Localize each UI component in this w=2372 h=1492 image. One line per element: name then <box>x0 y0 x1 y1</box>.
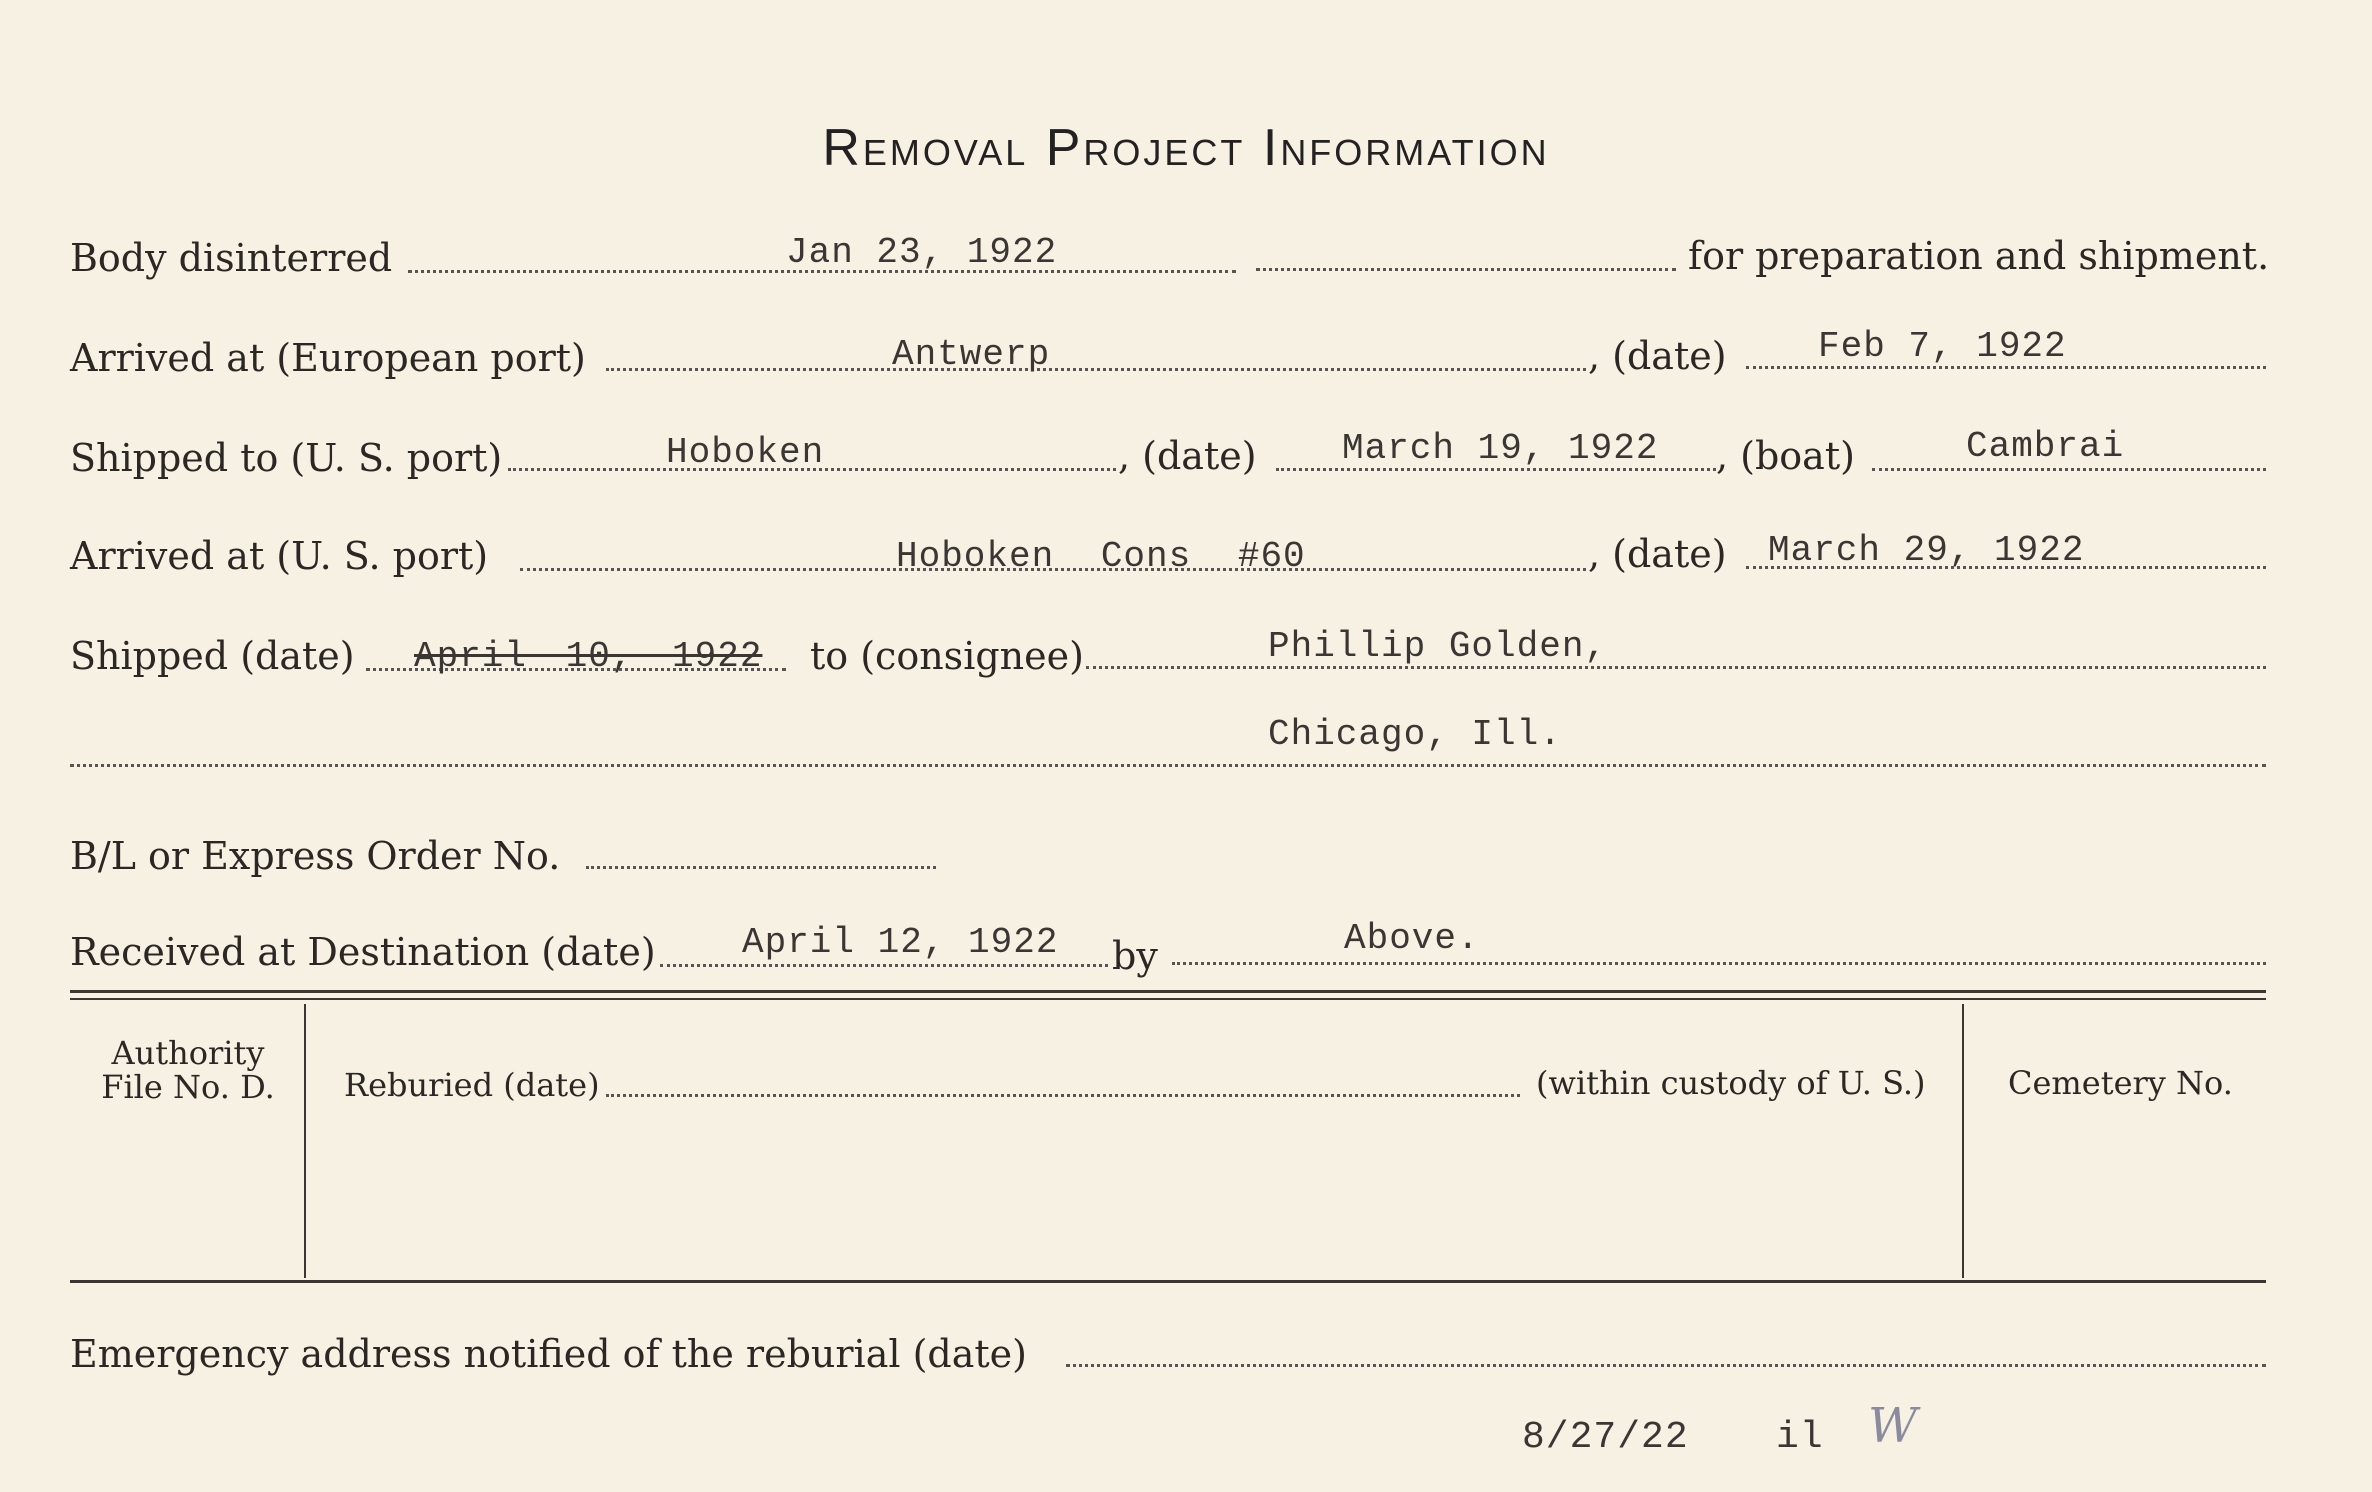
table-top-rule <box>70 990 2266 993</box>
bl-order-label: B/L or Express Order No. <box>70 834 561 878</box>
arrived-us-date-value: March 29, 1922 <box>1768 530 2085 571</box>
footer-date: 8/27/22 <box>1522 1416 1689 1459</box>
body-disinterred-value: Jan 23, 1922 <box>786 232 1058 273</box>
european-date-label: , (date) <box>1588 334 1727 378</box>
received-by-value: Above. <box>1344 918 1480 959</box>
consignee-label: to (consignee) <box>810 634 1084 678</box>
emergency-label: Emergency address notified of the reburial (date) <box>70 1332 1027 1376</box>
reburied-label: Reburied (date) <box>344 1066 600 1104</box>
shipped-us-boat-value: Cambrai <box>1966 426 2125 467</box>
body-disinterred-label: Body disinterred <box>70 236 393 280</box>
arrived-us-port-label: Arrived at (U. S. port) <box>70 534 489 578</box>
shipped-date-label: Shipped (date) <box>70 634 355 678</box>
footer-initials-signature: W <box>1868 1398 1918 1454</box>
consignee-line-2: Chicago, Ill. <box>1268 714 1562 755</box>
shipped-us-port-label: Shipped to (U. S. port) <box>70 436 503 480</box>
arrived-us-date-label: , (date) <box>1588 532 1727 576</box>
custody-label: (within custody of U. S.) <box>1536 1064 1926 1102</box>
consignee-line <box>1086 666 2266 669</box>
european-port-label: Arrived at (European port) <box>70 336 586 380</box>
received-by-label: by <box>1112 934 1158 978</box>
shipped-date-value: April 10, 1922 <box>414 636 763 677</box>
table-bottom-rule <box>70 1280 2266 1283</box>
reburied-line <box>606 1094 1520 1097</box>
table-divider-left <box>304 1004 306 1278</box>
shipped-us-boat-label: , (boat) <box>1716 434 1855 478</box>
received-label: Received at Destination (date) <box>70 930 656 974</box>
european-date-value: Feb 7, 1922 <box>1818 326 2067 367</box>
card-title: Removal Project Information <box>822 119 1550 177</box>
bl-order-line <box>586 866 936 869</box>
shipped-us-port-value: Hoboken <box>666 432 825 473</box>
european-port-value: Antwerp <box>892 334 1051 375</box>
european-port-line <box>606 368 1586 371</box>
received-by-line <box>1172 962 2266 965</box>
footer-code: il <box>1776 1416 1824 1459</box>
received-value: April 12, 1922 <box>742 922 1059 963</box>
table-divider-right <box>1962 1004 1964 1278</box>
table-top-rule-2 <box>70 998 2266 1000</box>
authority-label-2: File No. D. <box>101 1068 275 1106</box>
body-disinterred-line-2 <box>1256 268 1676 271</box>
shipped-us-date-value: March 19, 1922 <box>1342 428 1659 469</box>
cemetery-label: Cemetery No. <box>2008 1064 2233 1102</box>
consignee-line-extra <box>70 764 2266 767</box>
body-disinterred-suffix: for preparation and shipment. <box>1688 234 2270 278</box>
shipped-us-date-label: , (date) <box>1118 434 1257 478</box>
emergency-line <box>1066 1364 2266 1367</box>
received-line <box>660 964 1108 967</box>
shipped-us-boat-line <box>1872 468 2266 471</box>
arrived-us-port-value: Hoboken Cons #60 <box>896 536 1306 577</box>
consignee-line-1: Phillip Golden, <box>1268 626 1608 667</box>
authority-label-1: Authority <box>111 1034 265 1072</box>
